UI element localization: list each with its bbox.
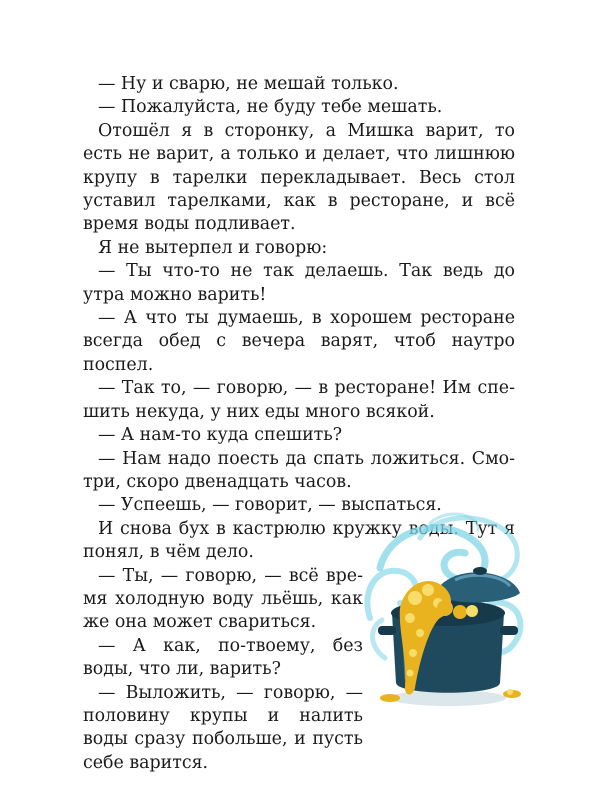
paragraph-beside-illustration: — А как, по-твоему, без воды, что ли, варить?: [83, 635, 363, 680]
paragraph-beside-illustration: — Ты, — говорю, — всё время холодную воду льёшь, как же она может свариться.: [83, 565, 363, 633]
pot-icon: [378, 567, 520, 706]
paragraph: И снова бух в кастрюлю кружку воды. Тут я понял, в чём дело.: [83, 518, 515, 563]
paragraph-beside-illustration: — Выложить, — говорю, — половину крупы и налить воды сразу побольше, и пусть себе варится.: [83, 682, 363, 773]
paragraph: — Пожалуйста, не буду тебе мешать.: [98, 97, 443, 118]
paragraph: — Нам надо поесть да спать ложиться. Смотри, скоро двенадцать часов.: [83, 448, 515, 492]
paragraph: — Так то, — говорю, — в ресторане! Им спешить некуда, у них еды много всякой.: [83, 378, 515, 422]
paragraph: Отошёл я в сторонку, а Мишка варит, то есть не варит, а только и делает, что лишнюю крупу в тарелки перекладывает. Весь стол уставил тарелками, как в ресторане, и всё время воды подливает.: [83, 120, 515, 235]
boiling-pot-illustration: [360, 508, 530, 713]
paragraph: — Ты что-то не так делаешь. Так ведь до утра можно варить!: [83, 261, 515, 305]
paragraph: — Успеешь, — говорит, — выспаться.: [98, 495, 442, 516]
paragraph: — Ну и сварю, не мешай только.: [98, 74, 399, 94]
paragraph: — А нам-то куда спешить?: [98, 425, 343, 446]
paragraph: Я не вытерпел и говорю:: [98, 237, 328, 258]
paragraph: — А что ты думаешь, в хорошем ресторане всегда обед с вечера варят, чтоб наутро поспел.: [83, 308, 515, 375]
